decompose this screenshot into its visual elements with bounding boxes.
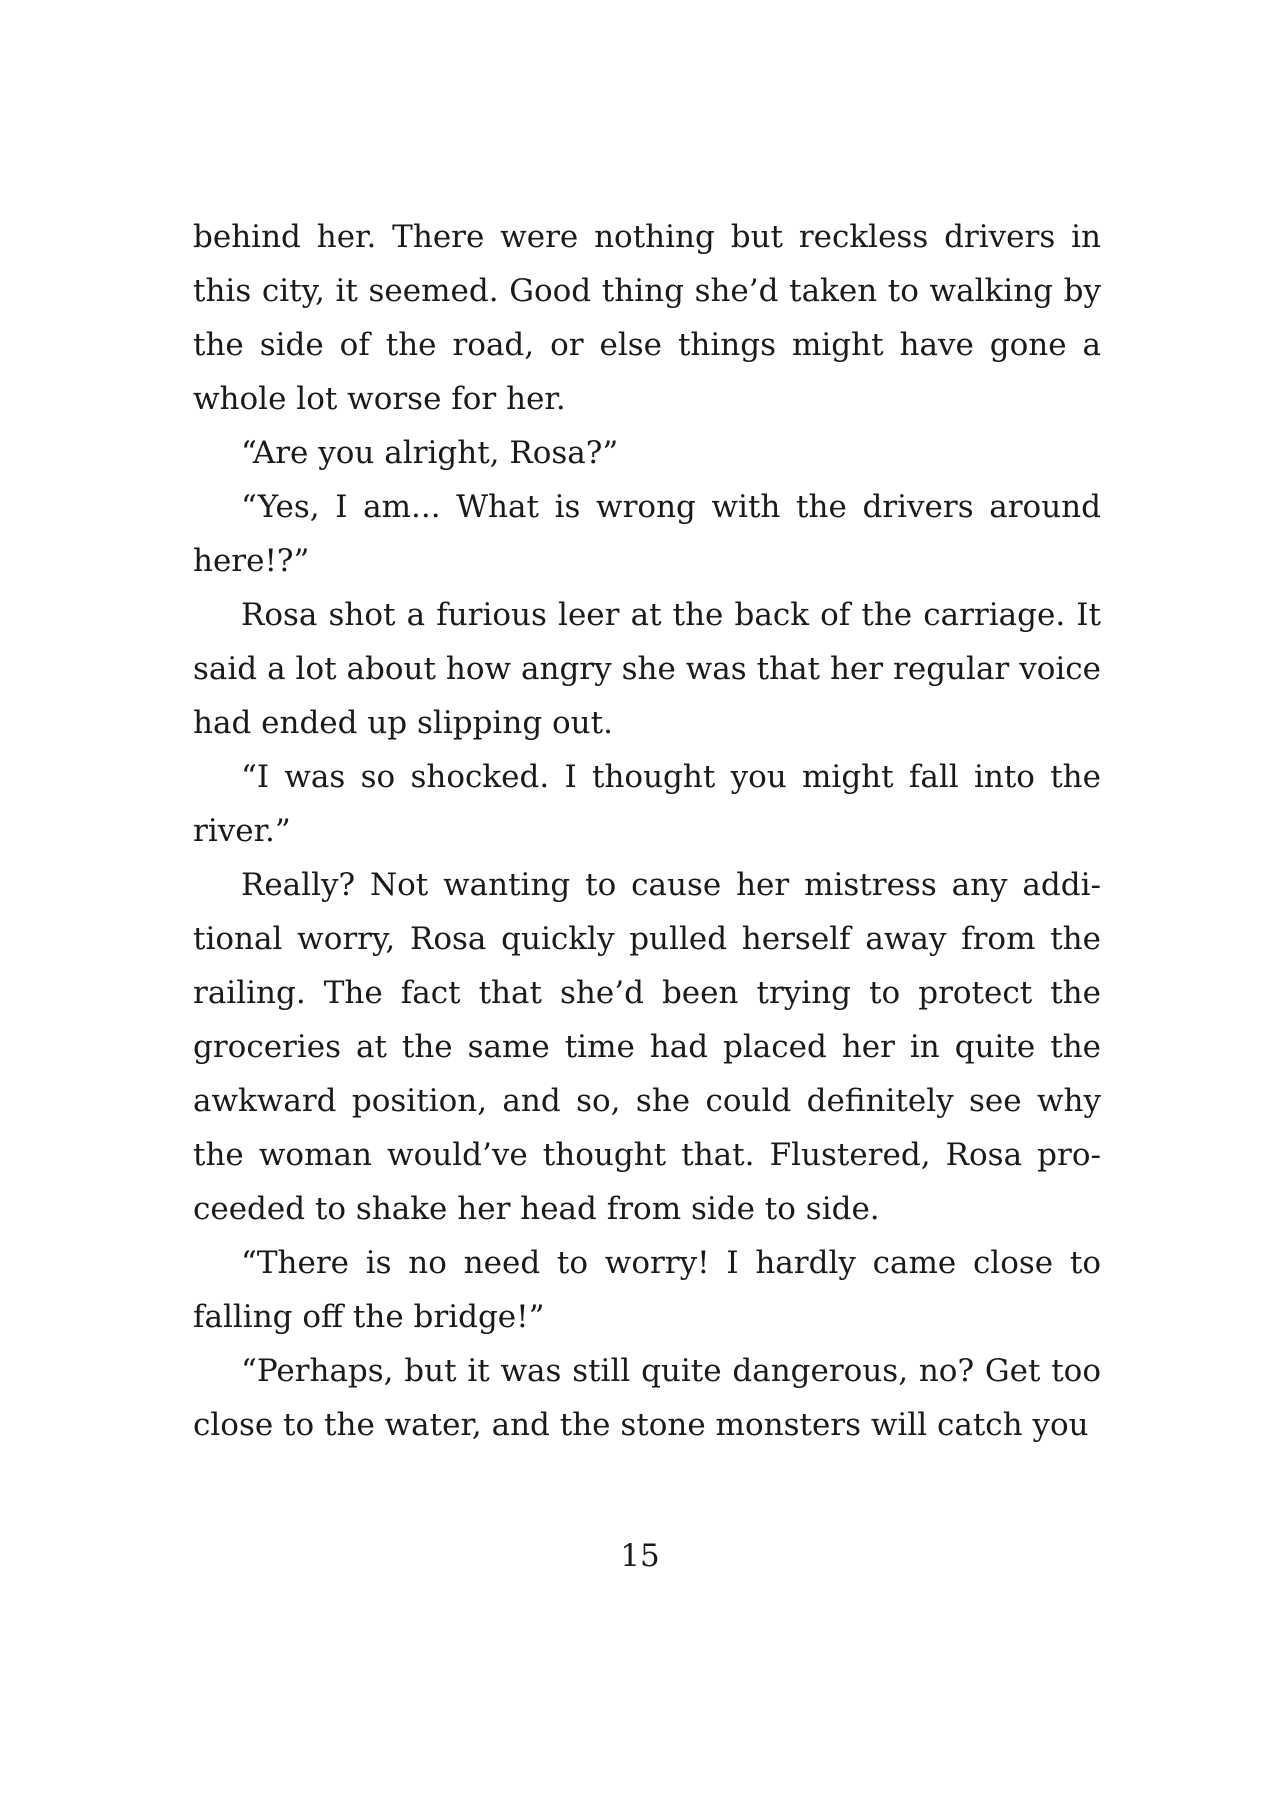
paragraph: “I was so shocked. I thought you might fall into the river.” (193, 759, 1101, 849)
body-text (193, 210, 1101, 1452)
paragraph: behind her. There were nothing but reckless drivers in this city, it seemed. Good thing she’d taken to walking by the side of the road, or else things might have gone a whole lot worse for her. (193, 219, 1101, 417)
page-number: 15 (620, 1538, 660, 1574)
paragraph: “Are you alright, Rosa?” (241, 435, 619, 471)
paragraph: Really? Not wanting to cause her mistress any additional worry, Rosa quickly pulled herself away from the railing. The fact that she’d been trying to protect the groceries at the same time had placed her in quite the awkward position, and so, she could definitely see why the woman would’ve thought that. Flustered, Rosa proceeded to shake her head from side to side. (193, 867, 1101, 1227)
paragraph: “Yes, I am... What is wrong with the drivers around here!?” (193, 489, 1101, 579)
paragraph: “There is no need to worry! I hardly came close to falling off the bridge!” (193, 1245, 1101, 1335)
paragraph: Rosa shot a furious leer at the back of the carriage. It said a lot about how angry she was that her regular voice had ended up slipping out. (193, 597, 1101, 741)
paragraph: “Perhaps, but it was still quite dangerous, no? Get too close to the water, and the stone monsters will catch you (193, 1353, 1101, 1443)
